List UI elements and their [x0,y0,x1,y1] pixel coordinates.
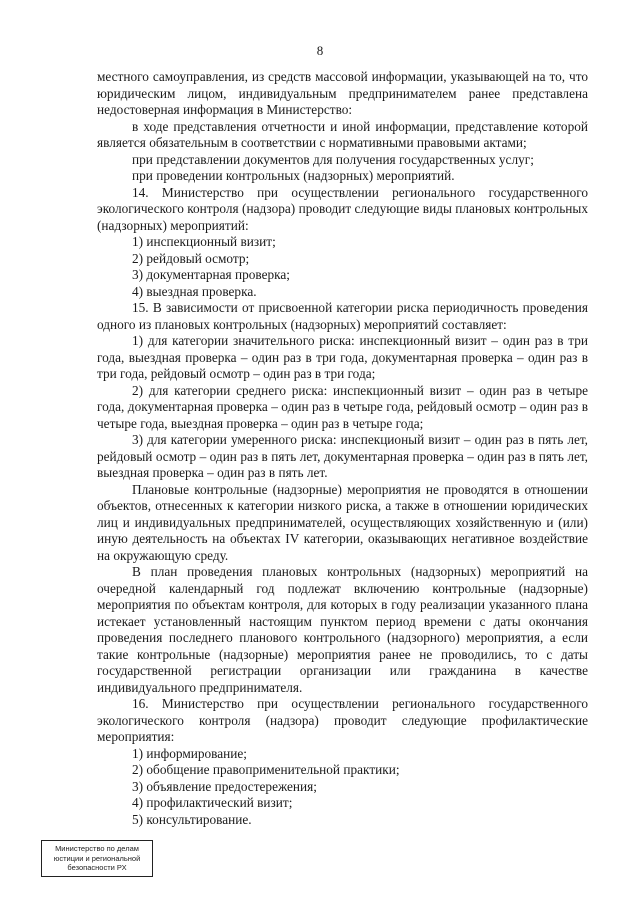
list-item: 2) для категории среднего риска: инспекционный визит – один раз в четыре года, документарная проверка – один раз в четыре года, рейдовый осмотр – один раз в четыре года, выездная проверка – один раз в четыре года; [97,382,588,431]
list-item: 2) рейдовый осмотр; [132,250,250,266]
paragraph: 14. Министерство при осуществлении регионального государственного экологического контроля (надзора) проводит следующие виды плановых контрольных (надзорных) мероприятий: [97,184,588,233]
paragraph: местного самоуправления, из средств массовой информации, указывающей на то, что юридическим лицом, индивидуальным предпринимателем ранее представлена недостоверная информация в Министерство: [97,69,588,117]
list-item: 2) обобщение правоприменительной практики; [132,762,400,777]
page-number: 8 [316,43,324,58]
stamp-line: безопасности РХ [67,863,127,872]
list-item: 3) объявление предостережения; [132,778,317,794]
document-body [97,69,588,828]
paragraph: 16. Министерство при осуществлении регионального государственного экологического контроля (надзора) проводит следующие профилактические мероприятия: [97,696,588,744]
list-item: 4) выездная проверка. [132,283,257,299]
list-item: 3) для категории умеренного риска: инспекционый визит – один раз в пять лет, рейдовый осмотр – один раз в пять лет, документарная проверка – один раз в пять лет, выездная проверка – один раз в пять лет. [97,432,588,480]
paragraph: при проведении контрольных (надзорных) мероприятий. [132,168,455,183]
paragraph: В план проведения плановых контрольных (надзорных) мероприятий на очередной календарный год подлежат включению контрольные (надзорные) мероприятия по объектам контроля, для которых в году реализации указанного плана истекает установленный настоящим пунктом период времени с даты окончания проведения последнего планового контрольного (надзорного) мероприятия, а если такие контрольные (надзорные) мероприятия ранее не проводились, то с даты государственной регистрации организации или гражданина в качестве индивидуального предпринимателя. [97,564,588,695]
list-item: 1) информирование; [132,745,248,761]
list-item: 5) консультирование. [132,811,252,827]
paragraph: 15. В зависимости от присвоенной категории риска периодичность проведения одного из плановых контрольных (надзорных) мероприятий составляет: [97,300,588,332]
paragraph: Плановые контрольные (надзорные) мероприятия не проводятся в отношении объектов, отнесенных к категории низкого риска, а также в отношении юридических лиц и индивидуальных предпринимателей, осуществляющих хозяйственную и (или) иную деятельность на объектах IV категории, оказывающих негативное воздействие на окружающую среду. [97,481,588,563]
ministry-stamp [41,840,153,877]
paragraph: в ходе представления отчетности и иной информации, представление которой является обязательным в соответствии с нормативными правовыми актами; [97,118,588,150]
list-item: 1) инспекционный визит; [132,234,276,249]
stamp-line: юстиции и региональной [53,853,141,863]
list-item: 1) для категории значительного риска: инспекционный визит – один раз в три года, выездная проверка – один раз в три года, документарная проверка – один раз в три года, рейдовый осмотр – один раз в три года; [97,333,588,381]
stamp-line: Министерство по делам [55,844,139,853]
paragraph: при представлении документов для получения государственных услуг; [132,151,534,167]
list-item: 4) профилактический визит; [132,795,293,810]
list-item: 3) документарная проверка; [132,267,290,282]
